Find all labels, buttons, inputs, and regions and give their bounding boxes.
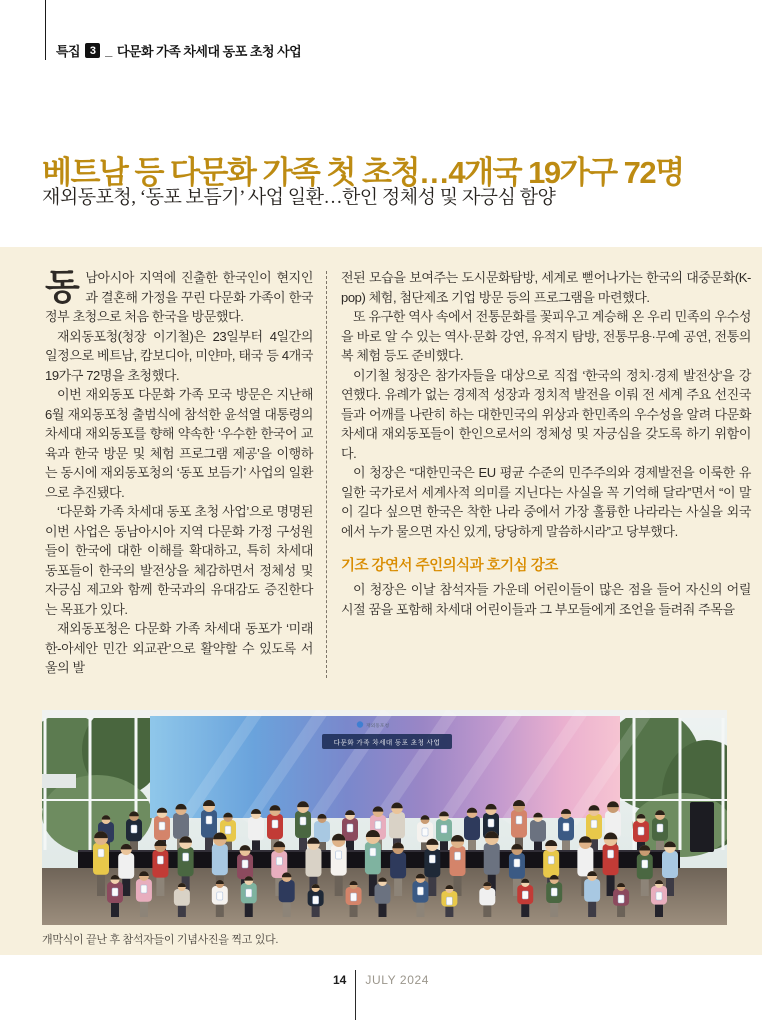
banner-title-text: 다문화 가족 차세대 동포 초청 사업 <box>333 739 441 747</box>
kicker-number-badge: 3 <box>85 43 100 58</box>
paragraph: 재외동포청은 다문화 가족 차세대 동포가 ‘미래 한-아세안 민간 외교관’으로 활약할 수 있도록 서울의 발 <box>45 621 313 675</box>
paragraph: 이기철 청장은 참가자들을 대상으로 직접 ‘한국의 정치·경제 발전상’을 강연했다. 유례가 없는 경제적 성장과 정치적 발전을 이뤄 전 세계 주요 선진국들과 어깨를 나란히 하는 대한민국의 위상과 한민족의 우수성을 알려 다문화 차세대 재외동포들이 한인으로서의 정체성 및 자긍심을 갖도록 하기 위함이다. <box>341 367 751 461</box>
paragraph: 이 청장은 이날 참석자들 가운데 어린이들이 많은 점을 들어 자신의 어릴 시절 꿈을 포함해 차세대 어린이들과 그 부모들에게 조언을 들려줘 주목을 <box>341 582 751 617</box>
page-footer <box>0 970 762 1020</box>
banner-logo-icon <box>357 721 363 727</box>
section-kicker <box>56 41 301 60</box>
drop-cap: 동 <box>45 266 80 307</box>
page-edge-rule <box>45 0 46 60</box>
group-photo <box>42 710 727 925</box>
paragraph: 이 청장은 “대한민국은 EU 평균 수준의 민주주의와 경제발전을 이룩한 유일한 국가로서 세계사적 의미를 지닌다는 사실을 꼭 기억해 달라”면서 “이 말이 길다 싶으면 한국은 착한 나라 중에서 가장 훌륭한 나라라는 사실을 외국에서 누가 물으면 자신 있게, 당당하게 말씀하시라”고 당부했다. <box>341 465 751 539</box>
footer-divider <box>355 970 356 1020</box>
paragraph: ‘다문화 가족 차세대 동포 초청 사업’으로 명명된 이번 사업은 동남아시아 지역 다문화 가정 구성원들이 한국에 대한 이해를 확대하고, 특히 차세대 동포들이 한국의 발전상을 체감하면서 정체성 및 자긍심 제고와 함께 한국과의 유대감도 증진한다는 목표가 있다. <box>45 504 313 617</box>
kicker-label: 특집 <box>56 44 81 59</box>
section-subheading: 기조 강연서 주인의식과 호기심 강조 <box>341 558 558 574</box>
article-headline: 베트남 등 다문화 가족 첫 초청…4개국 19가구 72명 <box>42 154 684 190</box>
article-body <box>45 268 751 678</box>
banner-logo-text: 재외동포청 <box>366 723 390 729</box>
paragraph: 또 유구한 역사 속에서 전통문화를 꽃피우고 계승해 온 우리 민족의 우수성을 바로 알 수 있는 역사·문화 강연, 유적지 탐방, 전통무용·무예 공연, 전통의복 체험 등도 준비했다. <box>341 309 751 363</box>
page-number: 14 <box>332 973 347 987</box>
kicker-separator: _ <box>105 43 112 58</box>
paragraph: 전된 모습을 보여주는 도시문화탐방, 세계로 뻗어나가는 한국의 대중문화(K-pop) 체험, 첨단제조 기업 방문 등의 프로그램을 마련했다. <box>341 270 751 305</box>
article-subtitle: 재외동포청, ‘동포 보듬기’ 사업 일환…한인 정체성 및 자긍심 함양 <box>42 187 556 208</box>
paragraph: 동남아시아 지역에 진출한 한국인이 현지인과 결혼해 가정을 꾸린 다문화 가족이 한국 정부 초청으로 처음 한국을 방문했다. <box>45 266 313 324</box>
photo-caption: 개막식이 끝난 후 참석자들이 기념사진을 찍고 있다. <box>42 934 279 946</box>
kicker-title: 다문화 가족 차세대 동포 초청 사업 <box>116 44 302 59</box>
speaker-box <box>690 802 714 852</box>
issue-label: JULY 2024 <box>365 973 430 987</box>
paragraph: 재외동포청(청장 이기철)은 23일부터 4일간의 일정으로 베트남, 캄보디아, 미얀마, 태국 등 4개국 19가구 72명을 초청했다. <box>45 328 313 383</box>
side-table <box>42 774 76 788</box>
left-column <box>45 268 313 678</box>
paragraph: 이번 재외동포 다문화 가족 모국 방문은 지난해 6월 재외동포청 출범식에 참석한 윤석열 대통령의 차세대 재외동포를 향해 약속한 ‘우수한 한국어 교육과 한국 방문 및 체험 프로그램 제공’을 이행하는 동시에 재외동포청의 ‘동포 보듬기’ 사업의 일환으로 추진됐다. <box>45 387 313 500</box>
right-column <box>341 268 751 678</box>
column-divider <box>326 271 327 678</box>
